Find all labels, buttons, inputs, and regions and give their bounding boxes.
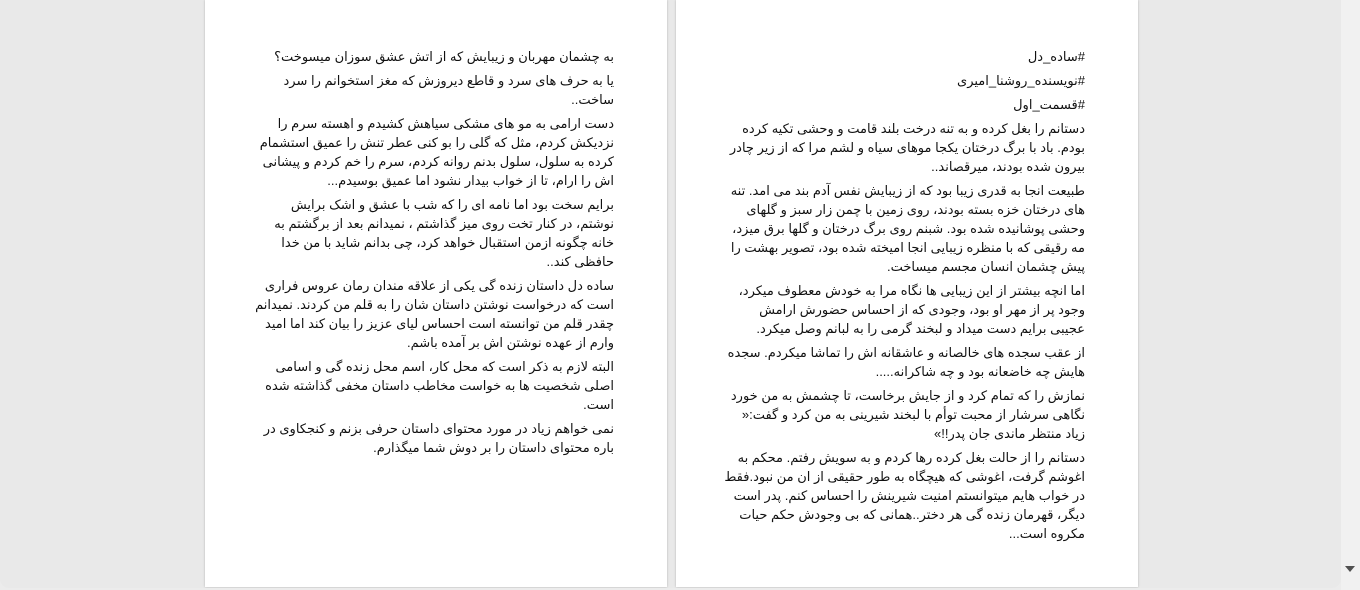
paragraph: نمی خواهم زیاد در مورد محتوای داستان حرفی بزنم و کنجکاوی در باره محتوای داستان را بر دوش شما میگذارم. — [263, 421, 614, 455]
document-page-left — [205, 0, 667, 587]
hashtag: #ساده_دل — [1027, 49, 1085, 64]
vertical-scrollbar[interactable] — [1341, 0, 1360, 590]
scrollbar-thumb[interactable] — [1344, 2, 1357, 562]
hashtag: #نویسنده_روشنا_امیری — [957, 73, 1085, 88]
page-text-right — [723, 47, 1085, 548]
hashtag: #قسمت_اول — [1013, 97, 1085, 112]
paragraph: نمازش را که تمام کرد و از جایش برخاست، تا چشمش به من خورد نگاهی سرشار از محبت توأم با لبخند شیرینی به من کرد و گفت:« زیاد منتظر ماندی جان پدر!!» — [730, 388, 1085, 441]
paragraph: ساده دل داستان زنده گی یکی از علاقه مندان رمان عروس فراری است که درخواست نوشتن داستان شان را به قلم من کردند. نمیدانم چقدر قلم من توانسته است احساس لیای عزیز را بیان کند اما امید وارم از عهده نوشتن اش بر آمده باشم. — [255, 278, 614, 350]
paragraph: اما انچه بیشتر از این زیبایی ها نگاه مرا به خودش معطوف میکرد، وجود پر از مهر او بود، وجودی که از احساس حضورش ارامش عجیبی برایم دست میداد و لبخند گرمی را به لبانم وصل میکرد. — [738, 283, 1085, 336]
paragraph: دستانم را بغل کرده و به تنه درخت بلند قامت و وحشی تکیه کرده بودم. باد با برگ درختان یکجا موهای سیاه و لشم مرا که از زیر چادر بیرون شده بودند، میرقصاند.. — [729, 121, 1085, 174]
paragraph: طبیعت انجا به قدری زیبا بود که از زیبایش نفس آدم بند می امد. تنه های درختان خزه بسته بودند، روی زمین با چمن زار سبز و گلهای وحشی پوشانیده شده بود. شبنم روی برگ درختان و گلها برق میزد، مه رقیقی که با منظره زیبایی انجا امیخته شده بود، تصویر بهشت را پیش چشمان انسان مجسم میساخت. — [730, 183, 1085, 274]
paragraph: یا به حرف های سرد و قاطع دیروزش که مغز استخوانم را سرد ساخت.. — [283, 73, 614, 107]
paragraph: از عقب سجده های خالصانه و عاشقانه اش را تماشا میکردم. سجده هایش چه خاضعانه بود و چه شاکرانه..... — [727, 345, 1085, 379]
paragraph: به چشمان مهربان و زیبایش که از اتش عشق سوزان میسوخت؟ — [274, 49, 614, 64]
paragraph: البته لازم به ذکر است که محل کار، اسم محل زنده گی و اسامی اصلی شخصیت ها به خواست مخاطب داستان مخفی گذاشته شده است. — [265, 359, 614, 412]
scroll-down-arrow-icon[interactable] — [1345, 566, 1355, 572]
paragraph: برایم سخت بود اما نامه ای را که شب با عشق و اشک برایش نوشتم، در کنار تخت روی میز گذاشتم ، نمیدانم بعد از برگشتم به خانه چگونه ازمن استقبال خواهد کرد، چی بدانم شاید با من خدا حافظی کند.. — [274, 197, 614, 269]
page-text-left — [254, 47, 614, 462]
paragraph: دستانم را از حالت بغل کرده رها کردم و به سویش رفتم. محکم به اغوشم گرفت، اغوشی که هیچگاه به طور حقیقی از ان من نبود.فقط در خواب هایم میتوانستم امنیت شیرینش را احساس کنم. پدر است دیگر، قهرمان زنده گی هر دختر..همانی که بی وجودش حکم حیات مکروه است... — [724, 450, 1085, 541]
document-page-right — [676, 0, 1138, 587]
paragraph: دست ارامی به مو های مشکی سیاهش کشیدم و اهسته سرم را نزدیکش کردم، مثل که گلی را بو کنی عطر تنش را عمیق استشمام کرده به سلول، سلول بدنم روانه کردم، سرم را خم کردم و پیشانی اش را ارام، تا از خواب بیدار نشود اما عمیق بوسیدم... — [259, 116, 614, 188]
